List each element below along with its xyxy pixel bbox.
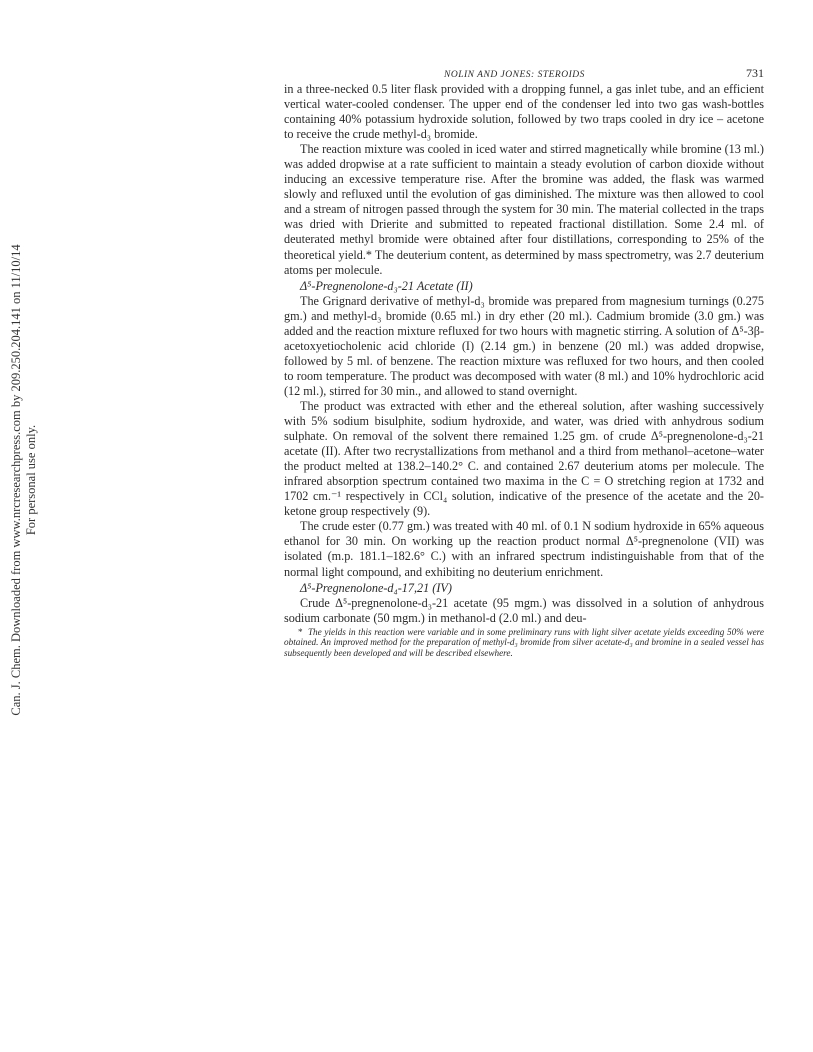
footnote-text: The yields in this reaction were variable and in some preliminary runs with light silver acetate yields exceeding 50% were obtained. An improved method for the preparation of methyl-d₃ bromide from silver acetate-d₃ and bromine in a sealed vessel has subsequently been developed and will be described elsewhere. bbox=[284, 626, 764, 658]
page-number: 731 bbox=[746, 66, 764, 80]
paragraph-extraction: The product was extracted with ether and the ethereal solution, after washing successively with 5% sodium bisulphite, sodium hydroxide, and water, was dried with anhydrous sodium sulphate. On removal of the solvent there remained 1.25 gm. of crude Δ⁵-pregnenolone-d₃-21 acetate (II). After two recrystallizations from methanol and a third from methanol–acetone–water the product melted at 138.2–140.2° C. and contained 2.67 deuterium atoms per molecule. The infrared absorption spectrum contained two maxima in the C = O stretching region at 1732 and 1702 cm.⁻¹ respectively in CCl₄ solution, indicative of the presence of the acetate and the 20-ketone group respectively (9). bbox=[284, 398, 764, 519]
download-watermark bbox=[6, 200, 42, 760]
watermark-line-source: Can. J. Chem. Downloaded from www.nrcresearchpress.com by 209.250.204.141 on 11/10/14 bbox=[9, 244, 23, 716]
watermark-line-usage: For personal use only. bbox=[24, 424, 38, 536]
section-heading-d4: Δ⁵-Pregnenolone-d₄-17,21 (IV) bbox=[300, 580, 452, 595]
paragraph-bromination: The reaction mixture was cooled in iced water and stirred magnetically while bromine (13 ml.) was added dropwise at a rate sufficient to maintain a steady evolution of carbon dioxide without inducing an excessive temperature rise. After the bromine was added, the flask was warmed slowly and refluxed until the evolution of gas diminished. The mixture was then allowed to cool and a stream of nitrogen passed through the system for 30 min. The material collected in the traps was dried with Drierite and submitted to repeated fractional distillation. Some 2.4 ml. of deuterated methyl bromide were obtained after four distillations, corresponding to 25% of the theoretical yield.* The deuterium content, as determined by mass spectrometry, was 2.7 deuterium atoms per molecule. bbox=[284, 142, 764, 277]
paragraph-apparatus: in a three-necked 0.5 liter flask provided with a dropping funnel, a gas inlet tube, and an efficient vertical water-cooled condenser. The upper end of the condenser led into two gas wash-bottles containing 40% potassium hydroxide solution, followed by two traps cooled in dry ice – acetone to receive the crude methyl-d₃ bromide. bbox=[284, 82, 764, 142]
paragraph-grignard: The Grignard derivative of methyl-d₃ bromide was prepared from magnesium turnings (0.275 gm.) and methyl-d₃ bromide (0.65 ml.) in dry ether (20 ml.). Cadmium bromide (3.0 gm.) was added and the reaction mixture refluxed for two hours with magnetic stirring. A solution of Δ⁵-3β-acetoxyetiocholenic acid chloride (I) (2.14 gm.) in benzene (20 ml.) was added dropwise, followed by 5 ml. of benzene. The reaction mixture was refluxed for two hours, and then cooled to room temperature. The product was decomposed with water (8 ml.) and 10% hydrochloric acid (12 ml.), stirred for 30 min., and allowed to stand overnight. bbox=[284, 293, 764, 398]
footnote bbox=[284, 627, 764, 659]
footnote-marker: * bbox=[298, 626, 303, 637]
section-heading-acetate: Δ⁵-Pregnenolone-d₃-21 Acetate (II) bbox=[300, 278, 473, 293]
paragraph-exchange: Crude Δ⁵-pregnenolone-d₃-21 acetate (95 mgm.) was dissolved in a solution of anhydrous sodium carbonate (50 mgm.) in methanol-d (2.0 ml.) and deu- bbox=[284, 595, 764, 625]
page-header bbox=[284, 60, 764, 82]
running-head: NOLIN AND JONES: STEROIDS bbox=[444, 70, 585, 80]
paragraph-hydrolysis: The crude ester (0.77 gm.) was treated with 40 ml. of 0.1 N sodium hydroxide in 65% aqueous ethanol for 30 min. On working up the reaction product normal Δ⁵-pregnenolone (VII) was isolated (m.p. 181.1–182.6° C.) with an infrared spectrum indistinguishable from that of the normal light compound, and exhibiting no deuterium enrichment. bbox=[284, 519, 764, 579]
journal-page bbox=[284, 60, 764, 658]
